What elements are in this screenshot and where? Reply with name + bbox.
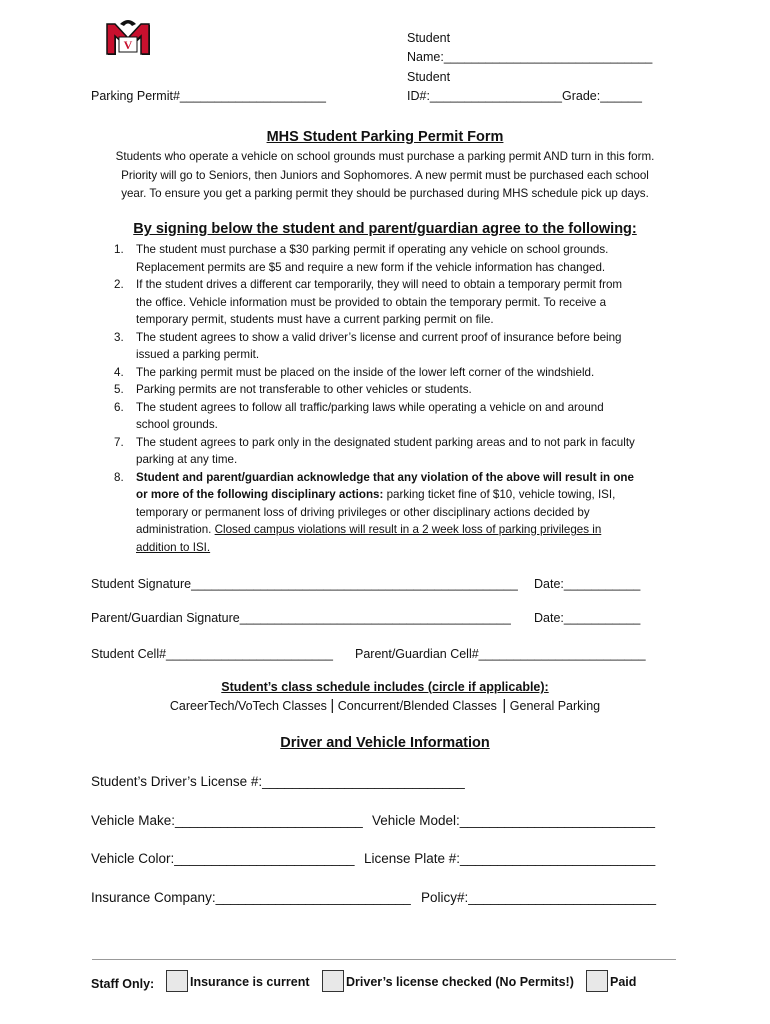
list-number: 5. — [114, 383, 124, 396]
parent-signature-field[interactable]: Parent/Guardian Signature_______________________________________ — [91, 611, 511, 625]
divider-line — [92, 959, 676, 960]
parent-date-field[interactable]: Date:___________ — [534, 611, 641, 625]
staff-check-paid[interactable] — [586, 970, 636, 992]
vehicle-model-field[interactable]: Vehicle Model:__________________________ — [372, 813, 656, 828]
rule-text-bold: or more of the following disciplinary actions: — [136, 488, 384, 501]
rules-list — [92, 241, 692, 556]
agreement-heading: By signing below the student and parent/guardian agree to the following: — [133, 221, 637, 237]
list-number: 1. — [114, 243, 124, 256]
student-name-label-line1: Student — [407, 31, 451, 45]
parking-permit-field[interactable]: Parking Permit#_____________________ — [91, 89, 326, 103]
intro-line-1: Students who operate a vehicle on school grounds must purchase a parking permit AND turn in this form. — [115, 150, 655, 163]
rule-text: If the student drives a different car temporarily, they will need to obtain a temporary permit from — [136, 278, 623, 291]
rule-text: the office. Vehicle information must be provided to obtain the temporary permit. To receive a — [136, 295, 607, 309]
intro-line-2: Priority will go to Seniors, then Juniors and Sophomores. A new permit must be purchased each school — [121, 168, 649, 182]
list-number: 2. — [114, 278, 124, 291]
student-date-field[interactable]: Date:___________ — [534, 577, 641, 591]
rule-text: The student agrees to show a valid driver’s license and current proof of insurance before being — [136, 330, 622, 344]
rule-text-underlined: Closed campus violations will result in a 2 week loss of parking privileges in — [214, 523, 602, 536]
option-careertech[interactable]: CareerTech/VoTech Classes — [169, 699, 327, 713]
list-number: 8. — [114, 470, 124, 484]
checkbox-label: Paid — [610, 975, 637, 989]
schedule-options — [0, 697, 770, 714]
svg-text:V: V — [123, 38, 133, 52]
student-id-label-line1: Student — [407, 70, 451, 84]
rule-text: administration. — [136, 523, 215, 536]
checkbox-label: Insurance is current — [190, 975, 310, 989]
rule-text: school grounds. — [136, 418, 218, 431]
license-plate-field[interactable]: License Plate #:__________________________ — [364, 851, 656, 866]
option-concurrent[interactable]: Concurrent/Blended Classes — [337, 699, 497, 713]
list-item — [92, 241, 692, 276]
rule-text: temporary or permanent loss of driving privileges or other disciplinary actions decided by — [136, 505, 590, 519]
list-item — [92, 469, 692, 557]
rule-text: parking ticket fine of $10, vehicle towing, ISI, — [383, 488, 616, 501]
rule-text: The student agrees to park only in the designated student parking areas and to not park in faculty — [136, 435, 635, 449]
school-logo — [106, 18, 150, 56]
rule-text: Replacement permits are $5 and require a new form if the vehicle information has changed. — [136, 260, 606, 274]
staff-check-license[interactable] — [322, 970, 574, 992]
policy-number-field[interactable]: Policy#:_________________________ — [421, 890, 656, 905]
drivers-license-field[interactable]: Student’s Driver’s License #:___________________________ — [91, 774, 465, 789]
list-item — [92, 329, 692, 364]
rule-text-underlined: addition to ISI. — [136, 540, 211, 554]
list-number: 7. — [114, 435, 124, 449]
rule-text: The parking permit must be placed on the inside of the lower left corner of the windshield. — [136, 365, 595, 379]
vehicle-make-field[interactable]: Vehicle Make:_________________________ — [91, 813, 363, 828]
rule-text: Parking permits are not transferable to other vehicles or students. — [136, 383, 472, 396]
student-name-field[interactable]: Name:______________________________ — [407, 50, 653, 64]
student-cell-field[interactable]: Student Cell#________________________ — [91, 647, 333, 661]
list-item — [92, 381, 692, 399]
rule-text: temporary permit, students must have a current parking permit on file. — [136, 313, 494, 326]
checkbox-label: Driver’s license checked (No Permits!) — [346, 975, 574, 989]
intro-paragraph — [80, 148, 690, 204]
student-signature-field[interactable]: Student Signature_______________________________________________ — [91, 577, 518, 591]
list-item — [92, 276, 692, 329]
staff-only-label: Staff Only: — [91, 977, 155, 991]
rule-text: The student agrees to follow all traffic/parking laws while operating a vehicle on and around — [136, 400, 604, 414]
insurance-company-field[interactable]: Insurance Company:__________________________ — [91, 890, 411, 905]
checkbox[interactable] — [166, 970, 188, 992]
list-item — [92, 434, 692, 469]
student-id-grade-field[interactable]: ID#:___________________Grade:______ — [407, 89, 642, 103]
schedule-heading: Student’s class schedule includes (circle if applicable): — [221, 680, 549, 694]
rule-text: parking at any time. — [136, 453, 238, 466]
vehicle-section-title: Driver and Vehicle Information — [280, 735, 490, 751]
rule-text-bold: Student and parent/guardian acknowledge that any violation of the above will result in one — [136, 470, 634, 484]
list-number: 6. — [114, 400, 124, 414]
option-divider: | — [502, 697, 507, 714]
option-general-parking[interactable]: General Parking — [509, 699, 601, 713]
form-title: MHS Student Parking Permit Form — [266, 129, 504, 145]
vehicle-color-field[interactable]: Vehicle Color:________________________ — [91, 851, 355, 866]
list-number: 3. — [114, 330, 124, 344]
parent-cell-field[interactable]: Parent/Guardian Cell#________________________ — [355, 647, 646, 661]
list-number: 4. — [114, 365, 124, 379]
intro-line-3: year. To ensure you get a parking permit they should be purchased during MHS schedule pick up days. — [121, 187, 649, 200]
option-divider: | — [330, 697, 335, 714]
checkbox[interactable] — [586, 970, 608, 992]
rule-text: issued a parking permit. — [136, 348, 260, 361]
list-item — [92, 364, 692, 382]
staff-check-insurance[interactable] — [166, 970, 310, 992]
rule-text: The student must purchase a $30 parking permit if operating any vehicle on school grounds. — [136, 243, 609, 256]
list-item — [92, 399, 692, 434]
checkbox[interactable] — [322, 970, 344, 992]
